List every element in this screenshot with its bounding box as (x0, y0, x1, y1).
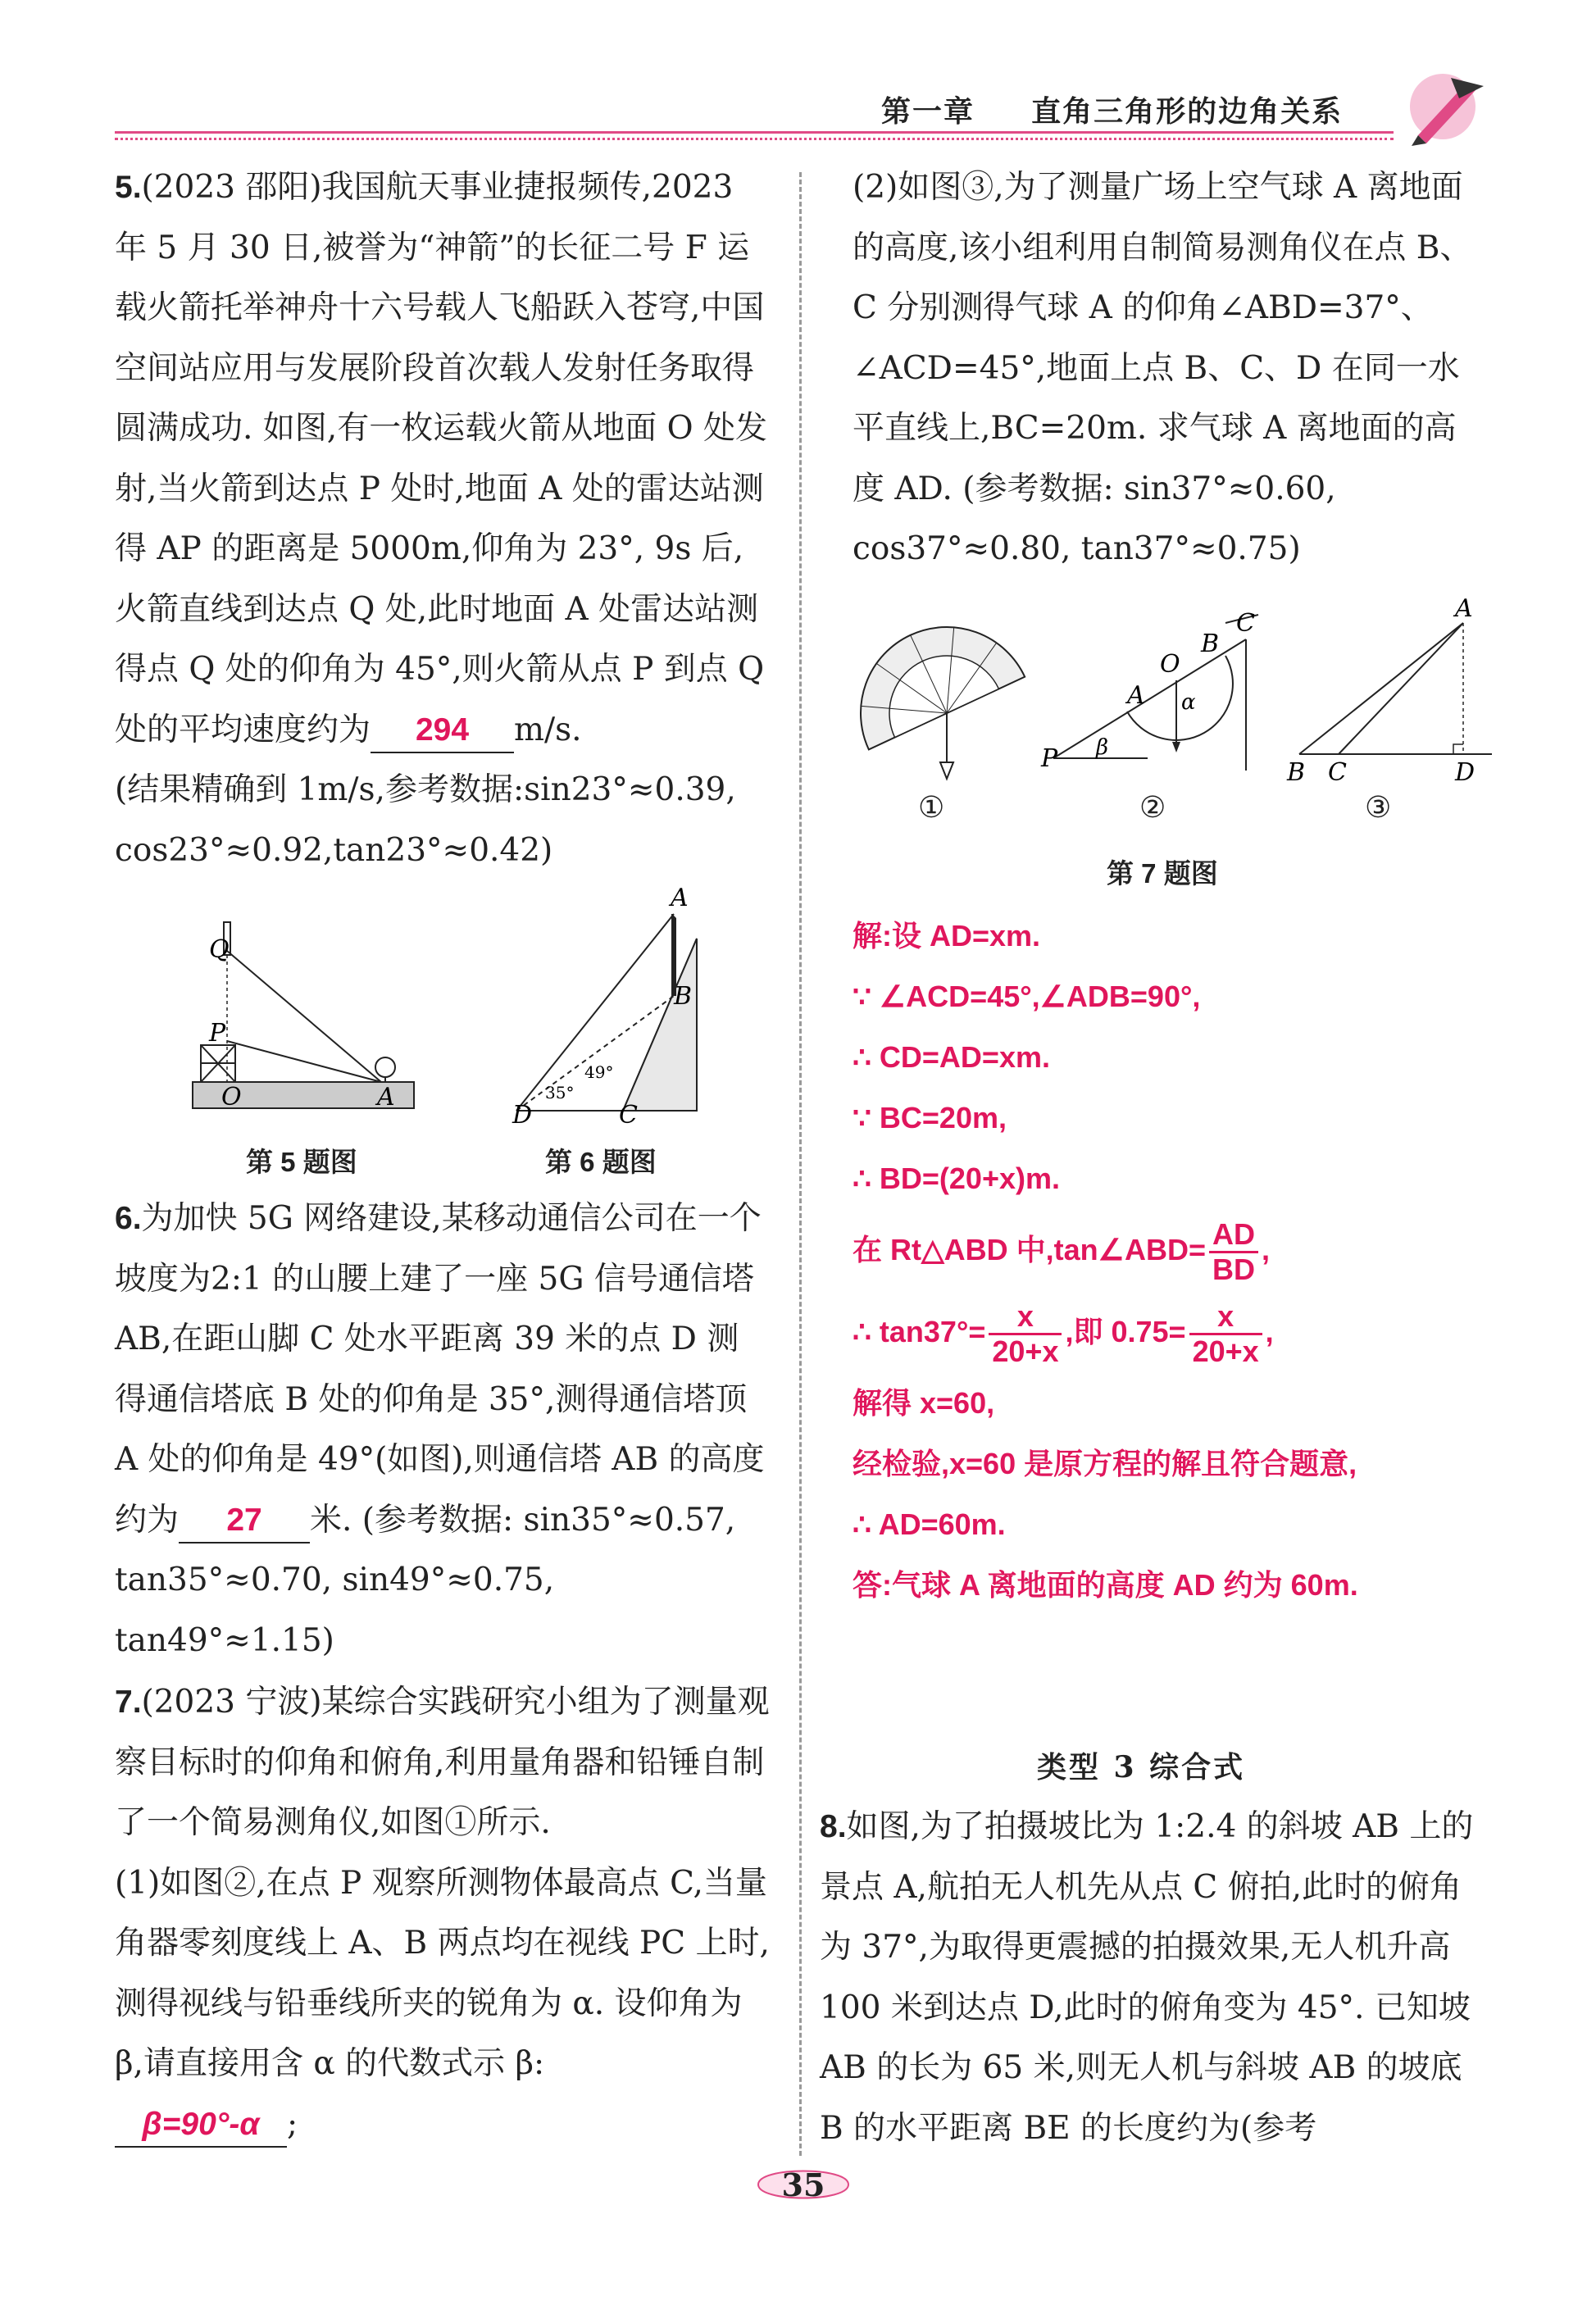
label-Q: Q (209, 935, 230, 964)
label-A: A (377, 1083, 395, 1112)
label-C: C (619, 1101, 638, 1127)
figure-7-caption: 第 7 题图 (1107, 858, 1218, 889)
solution-text: ∴ tan37°= (853, 1315, 986, 1348)
subfigure-label-3: ③ (1365, 791, 1392, 825)
label-B: B (1287, 758, 1306, 787)
question-part-1: (1)如图②,在点 P 观察所测物体最高点 C,当量角器零刻度线上 A、B 两点均在视线 PC 上时,测得视线与铅垂线所夹的锐角为 α. 设仰角为 β,请直接用含 α 的代数式示 β: (115, 1864, 770, 2082)
question-text: 如图,为了拍摄坡比为 1:2.4 的斜坡 AB 上的景点 A,航拍无人机先从点 C 俯拍,此时的俯角为 37°,为取得更震撼的拍摄效果,无人机升高 100 米到达点 D,此时的俯角变为 45°. 已知坡 AB 的长为 65 米,则无人机与斜坡 AB 的坡底 B 的水平距离 BE 的长度约为(参考 (820, 1808, 1474, 2147)
label-D: D (512, 1101, 533, 1127)
solution-text: , (1265, 1315, 1274, 1348)
question-text: (2023 邵阳)我国航天事业捷报频传,2023 年 5 月 30 日,被誉为“神箭”的长征二号 F 运载火箭托举神舟十六号载人飞船跃入苍穹,中国空间站应用与发展阶段首次载人发射任务取得圆满成功. 如图,有一枚运载火箭从地面 O 处发射,当火箭到达点 P 处时,地面 A 处的雷达站测得 AP 的距离是 5000m,仰角为 23°, 9s 后,火箭直线到达点 Q 处,此时地面 A 处雷达站测得点 Q 处的仰角为 45°,则火箭从点 P 到点 Q 处的平均速度约为 (115, 169, 767, 748)
answer-value: 27 (226, 1502, 262, 1538)
answer-terminator: ; (287, 2105, 298, 2143)
solution-text: ,即 0.75= (1065, 1315, 1186, 1348)
solution-line: ∵ BC=20m, (853, 1101, 1007, 1134)
figure-7-1-protractor (853, 598, 1041, 787)
question-6 (115, 1189, 771, 1671)
solution-text: , (1261, 1233, 1270, 1266)
label-P: P (209, 1019, 226, 1048)
header-dotted-rule (115, 138, 1394, 140)
fraction (1189, 1300, 1262, 1368)
solution-line: ∵ ∠ACD=45°,∠ADB=90°, (853, 980, 1201, 1013)
solution-line: 答:气球 A 离地面的高度 AD 约为 60m. (853, 1568, 1358, 1602)
chapter-title: 直角三角形的边角关系 (1031, 94, 1344, 129)
solution-line: 解得 x=60, (853, 1386, 995, 1420)
solution-block (853, 906, 1484, 1616)
label-C: C (1328, 758, 1347, 787)
label-O: O (1160, 650, 1180, 679)
figure-6-caption: 第 6 题图 (545, 1147, 657, 1177)
question-8 (820, 1797, 1484, 2158)
fraction (1209, 1218, 1258, 1286)
figure-5-caption: 第 5 题图 (246, 1147, 357, 1177)
subfigure-label-2: ② (1139, 791, 1166, 825)
answer-value: 294 (415, 712, 470, 748)
solution-line: 解:设 AD=xm. (853, 919, 1041, 952)
header-rule (115, 131, 1394, 134)
figure-7-3 (1283, 598, 1496, 787)
answer-blank (179, 1499, 310, 1543)
page-number-value: 35 (781, 2166, 825, 2203)
question-number: 5. (115, 170, 142, 205)
question-5 (115, 157, 771, 880)
label-A: A (1455, 598, 1473, 623)
solution-text: 在 Rt△ABD 中,tan∠ABD= (853, 1233, 1206, 1266)
question-text-after: 米. (参考数据: sin35°≈0.57, tan35°≈0.70, sin49°≈0.75, tan49°≈1.15) (115, 1501, 736, 1659)
answer-unit: m/s. (514, 711, 582, 748)
section-title: 类型 3 综合式 (1037, 1750, 1246, 1784)
fraction-numerator: AD (1209, 1218, 1258, 1253)
solution-line: ∴ CD=AD=xm. (853, 1040, 1050, 1074)
fraction-denominator: 20+x (992, 1334, 1059, 1368)
question-intro: (2023 宁波)某综合实践研究小组为了测量观察目标时的仰角和俯角,利用量角器和铅锤自制了一个简易测角仪,如图①所示. (115, 1684, 770, 1841)
question-7-part-2 (853, 157, 1484, 580)
subfigure-label-1: ① (918, 791, 945, 825)
answer-value: β=90°-α (142, 2106, 260, 2142)
page-number (742, 2160, 865, 2209)
label-A: A (1127, 681, 1145, 710)
fraction-denominator: 20+x (1192, 1334, 1259, 1368)
question-part-2: (2)如图③,为了测量广场上空气球 A 离地面的高度,该小组利用自制简易测角仪在点 B、C 分别测得气球 A 的仰角∠ABD=37°、∠ACD=45°,地面上点 B、C、D 在同一水平直线上,BC=20m. 求气球 A 离地面的高度 AD. (参考数据: sin37°≈0.60, cos37°≈0.80, tan37°≈0.75) (853, 169, 1472, 567)
label-B: B (674, 982, 693, 1011)
figure-7-2 (1037, 607, 1275, 771)
answer-blank (371, 709, 514, 753)
label-alpha: α (1181, 690, 1196, 715)
fraction-denominator: BD (1212, 1252, 1255, 1286)
question-number: 6. (115, 1201, 142, 1236)
question-number: 7. (115, 1684, 142, 1720)
question-7 (115, 1672, 771, 2154)
solution-line: 经检验,x=60 是原方程的解且符合题意, (853, 1447, 1357, 1480)
fraction-numerator: x (989, 1300, 1062, 1335)
column-divider (799, 172, 802, 2156)
angle-35: 35° (545, 1083, 575, 1102)
question-text: 为加快 5G 网络建设,某移动通信公司在一个坡度为2:1 的山腰上建了一座 5G 信号通信塔 AB,在距山脚 C 处水平距离 39 米的点 D 测得通信塔底 B 处的仰角是 35°,测得通信塔顶 A 处的仰角是 49°(如图),则通信塔 AB 的高度约为 (115, 1200, 765, 1539)
chapter-label: 第一章 (881, 94, 975, 129)
figure-6 (500, 881, 746, 1127)
label-A: A (671, 884, 689, 912)
fraction-numerator: x (1189, 1300, 1262, 1335)
question-number: 8. (820, 1809, 847, 1844)
label-P: P (1041, 744, 1058, 771)
solution-line: ∴ BD=(20+x)m. (853, 1162, 1061, 1195)
figure-5 (184, 885, 422, 1123)
label-D: D (1455, 758, 1476, 787)
fraction (989, 1300, 1062, 1368)
label-O: O (221, 1083, 242, 1112)
label-beta: β (1096, 735, 1109, 760)
running-header (881, 89, 1343, 130)
reference-note: (结果精确到 1m/s,参考数据:sin23°≈0.39, cos23°≈0.92,tan23°≈0.42) (115, 771, 736, 869)
angle-49: 49° (584, 1062, 614, 1082)
label-C: C (1236, 609, 1255, 638)
label-B: B (1201, 630, 1220, 658)
answer-blank (115, 2103, 287, 2148)
solution-line: ∴ AD=60m. (853, 1507, 1006, 1541)
pencil-decoration-icon (1394, 57, 1492, 148)
